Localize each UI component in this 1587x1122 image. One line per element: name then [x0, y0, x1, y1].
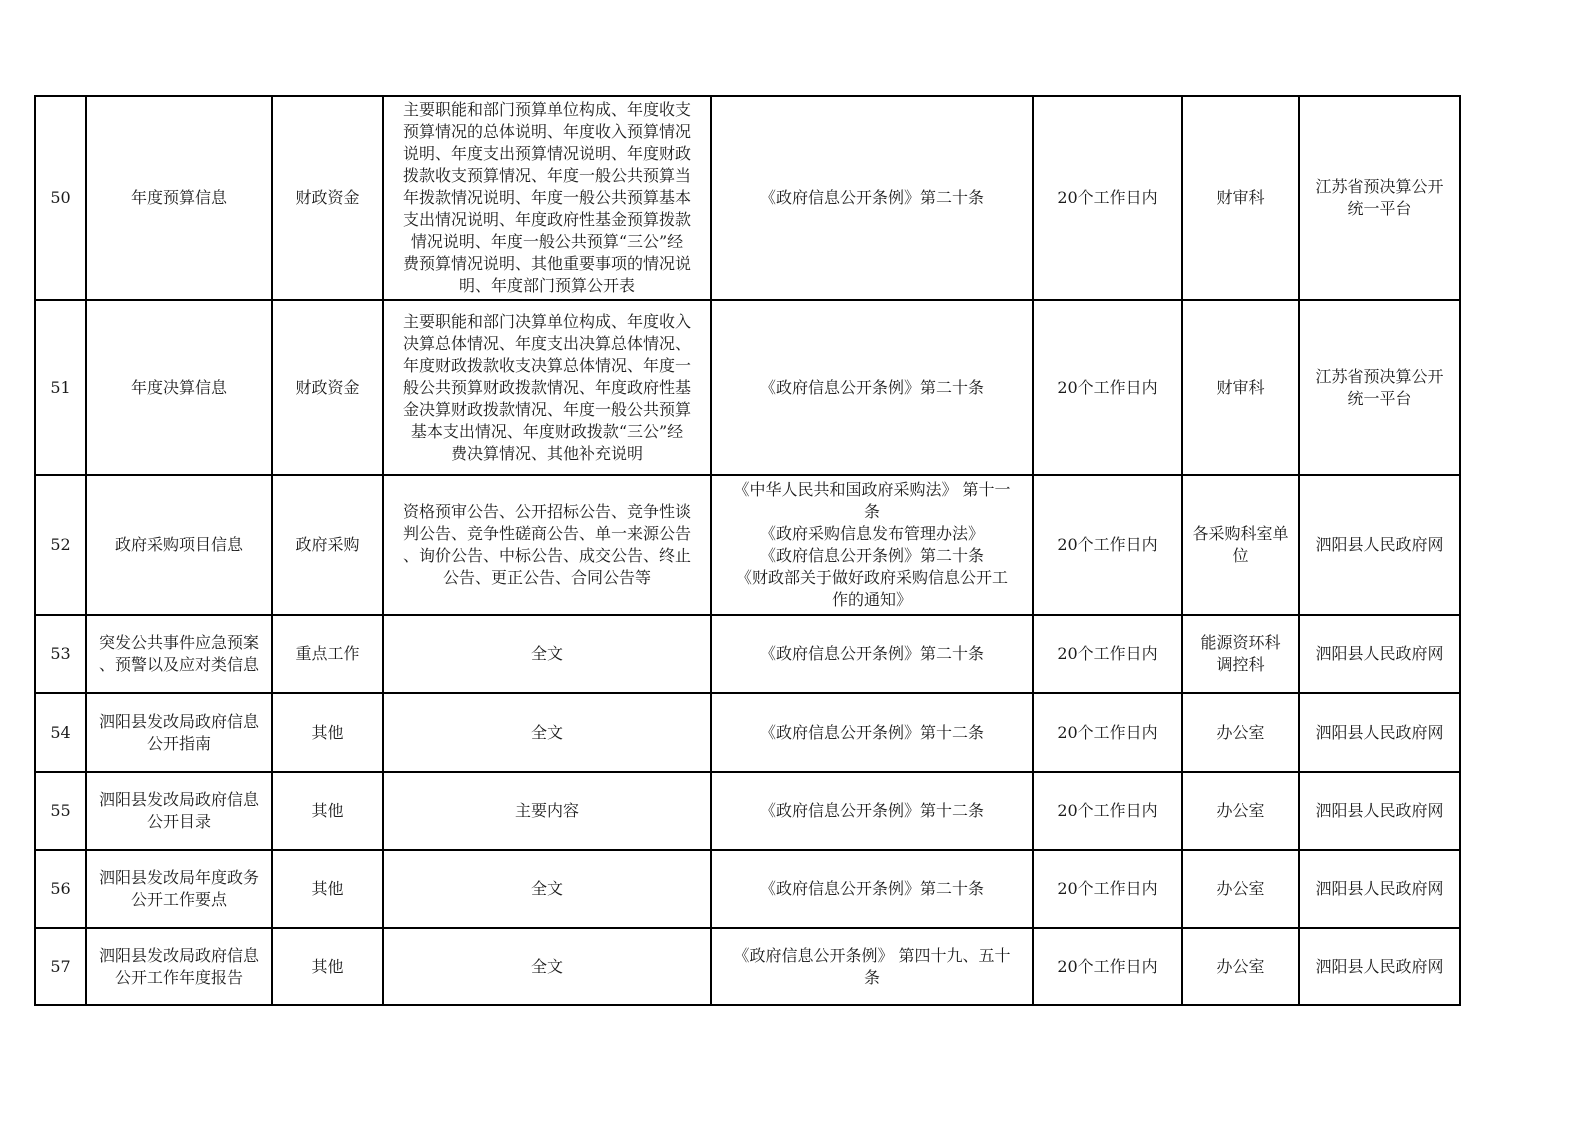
table-row	[35, 850, 1460, 928]
item-time-limit: 20个工作日内	[1033, 928, 1182, 1005]
item-time-limit: 20个工作日内	[1033, 615, 1182, 693]
table-row	[35, 772, 1460, 850]
item-channel: 泗阳县人民政府网	[1299, 693, 1460, 772]
item-category: 其他	[272, 850, 383, 928]
item-basis: 《政府信息公开条例》 第四十九、五十 条	[711, 928, 1033, 1005]
table-row	[35, 615, 1460, 693]
item-time-limit: 20个工作日内	[1033, 300, 1182, 475]
item-name: 泗阳县发改局年度政务 公开工作要点	[86, 850, 272, 928]
row-number: 51	[35, 300, 86, 475]
row-number: 50	[35, 96, 86, 300]
item-category: 政府采购	[272, 475, 383, 615]
item-name: 泗阳县发改局政府信息 公开指南	[86, 693, 272, 772]
row-number: 54	[35, 693, 86, 772]
row-number: 56	[35, 850, 86, 928]
item-channel: 泗阳县人民政府网	[1299, 615, 1460, 693]
item-basis: 《中华人民共和国政府采购法》 第十一 条 《政府采购信息发布管理办法》 《政府信息公开条例》第二十条 《财政部关于做好政府采购信息公开工 作的通知》	[711, 475, 1033, 615]
item-department: 办公室	[1182, 772, 1299, 850]
item-channel: 泗阳县人民政府网	[1299, 475, 1460, 615]
item-name: 泗阳县发改局政府信息 公开目录	[86, 772, 272, 850]
item-channel: 泗阳县人民政府网	[1299, 928, 1460, 1005]
item-content: 全文	[383, 850, 711, 928]
item-channel: 泗阳县人民政府网	[1299, 850, 1460, 928]
item-department: 各采购科室单 位	[1182, 475, 1299, 615]
disclosure-table	[34, 95, 1461, 1006]
item-time-limit: 20个工作日内	[1033, 96, 1182, 300]
table-row	[35, 475, 1460, 615]
item-category: 重点工作	[272, 615, 383, 693]
item-department: 财审科	[1182, 300, 1299, 475]
item-name: 年度预算信息	[86, 96, 272, 300]
item-basis: 《政府信息公开条例》第二十条	[711, 300, 1033, 475]
item-content: 主要职能和部门决算单位构成、年度收入 决算总体情况、年度支出决算总体情况、 年度财政拨款收支决算总体情况、年度一 般公共预算财政拨款情况、年度政府性基 金决算财政拨款情况、年度一般公共预算 基本支出情况、年度财政拨款“三公”经 费决算情况、其他补充说明	[383, 300, 711, 475]
item-channel: 泗阳县人民政府网	[1299, 772, 1460, 850]
item-content: 主要内容	[383, 772, 711, 850]
item-basis: 《政府信息公开条例》第十二条	[711, 772, 1033, 850]
item-category: 其他	[272, 772, 383, 850]
item-name: 年度决算信息	[86, 300, 272, 475]
item-category: 其他	[272, 693, 383, 772]
item-basis: 《政府信息公开条例》第二十条	[711, 96, 1033, 300]
table-row	[35, 928, 1460, 1005]
item-channel: 江苏省预决算公开 统一平台	[1299, 300, 1460, 475]
item-department: 能源资环科 调控科	[1182, 615, 1299, 693]
item-name: 突发公共事件应急预案 、预警以及应对类信息	[86, 615, 272, 693]
item-time-limit: 20个工作日内	[1033, 850, 1182, 928]
item-department: 办公室	[1182, 928, 1299, 1005]
item-name: 泗阳县发改局政府信息 公开工作年度报告	[86, 928, 272, 1005]
row-number: 57	[35, 928, 86, 1005]
item-content: 全文	[383, 615, 711, 693]
item-content: 主要职能和部门预算单位构成、年度收支 预算情况的总体说明、年度收入预算情况 说明、年度支出预算情况说明、年度财政 拨款收支预算情况、年度一般公共预算当 年拨款情况说明、年度一般公共预算基本 支出情况说明、年度政府性基金预算拨款 情况说明、年度一般公共预算“三公”经 费预算情况说明、其他重要事项的情况说 明、年度部门预算公开表	[383, 96, 711, 300]
item-channel: 江苏省预决算公开 统一平台	[1299, 96, 1460, 300]
item-category: 财政资金	[272, 300, 383, 475]
table-row	[35, 300, 1460, 475]
item-time-limit: 20个工作日内	[1033, 693, 1182, 772]
item-basis: 《政府信息公开条例》第十二条	[711, 693, 1033, 772]
item-basis: 《政府信息公开条例》第二十条	[711, 615, 1033, 693]
item-content: 资格预审公告、公开招标公告、竞争性谈 判公告、竞争性磋商公告、单一来源公告 、询价公告、中标公告、成交公告、终止 公告、更正公告、合同公告等	[383, 475, 711, 615]
item-category: 财政资金	[272, 96, 383, 300]
item-basis: 《政府信息公开条例》第二十条	[711, 850, 1033, 928]
item-time-limit: 20个工作日内	[1033, 772, 1182, 850]
row-number: 53	[35, 615, 86, 693]
table-row	[35, 96, 1460, 300]
item-content: 全文	[383, 693, 711, 772]
item-category: 其他	[272, 928, 383, 1005]
item-department: 财审科	[1182, 96, 1299, 300]
item-name: 政府采购项目信息	[86, 475, 272, 615]
row-number: 52	[35, 475, 86, 615]
item-time-limit: 20个工作日内	[1033, 475, 1182, 615]
item-department: 办公室	[1182, 850, 1299, 928]
table-row	[35, 693, 1460, 772]
item-department: 办公室	[1182, 693, 1299, 772]
item-content: 全文	[383, 928, 711, 1005]
row-number: 55	[35, 772, 86, 850]
